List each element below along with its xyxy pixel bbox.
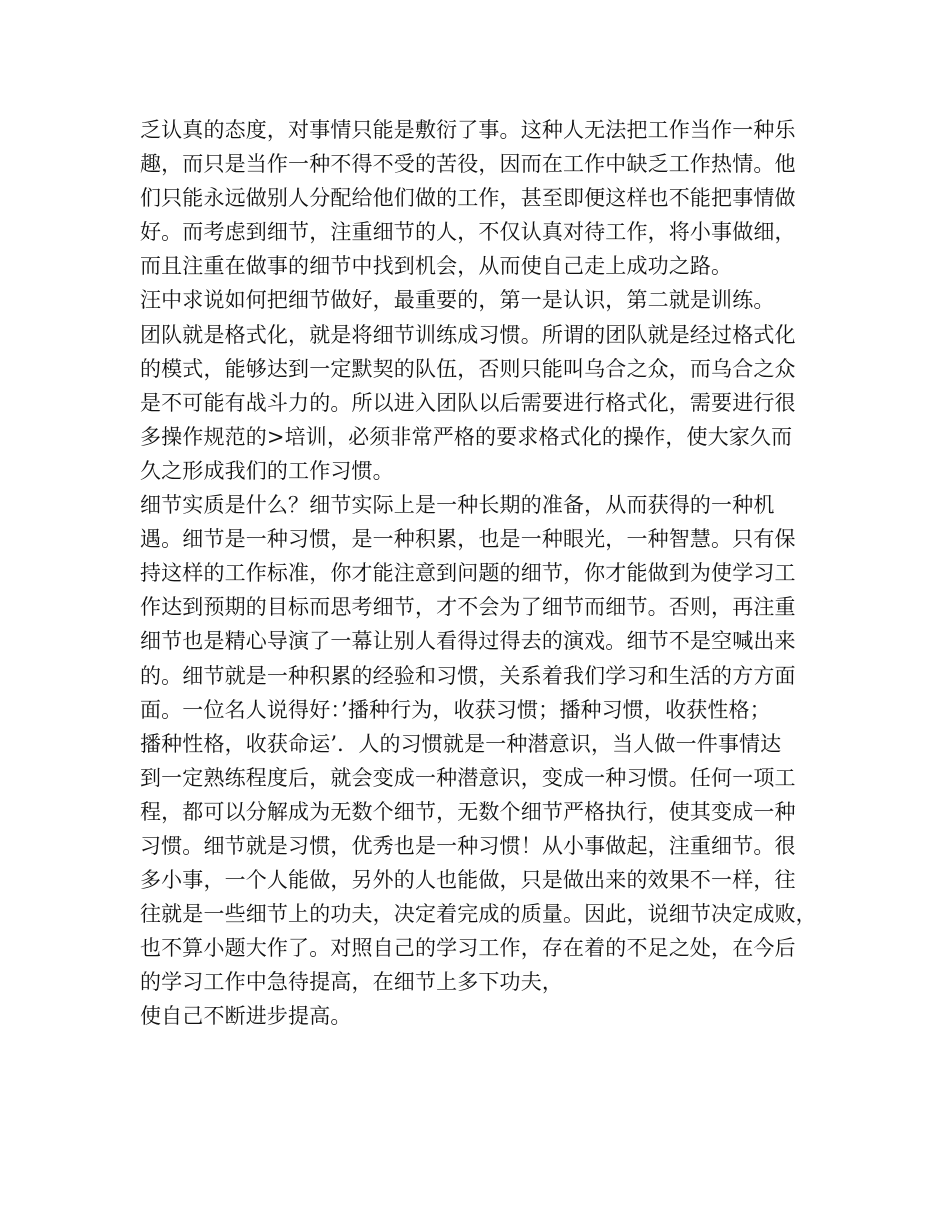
text-line: 持这样的工作标准，你才能注意到问题的细节，你才能做到为使学习工 bbox=[140, 561, 796, 586]
text-line: 团队就是格式化，就是将细节训练成习惯。所谓的团队就是经过格式化 bbox=[140, 322, 796, 347]
text-line: 到一定熟练程度后，就会变成一种潜意识，变成一种习惯。任何一项工 bbox=[140, 765, 796, 790]
text-line: 习惯。细节就是习惯，优秀也是一种习惯！从小事做起，注重细节。很 bbox=[140, 833, 796, 858]
document-body bbox=[140, 113, 840, 1034]
text-line: 多操作规范的>培训，必须非常严格的要求格式化的操作，使大家久而 bbox=[140, 424, 793, 449]
text-line: 播种性格，收获命运’．人的习惯就是一种潜意识，当人做一件事情达 bbox=[140, 731, 782, 756]
text-line: 也不算小题大作了。对照自己的学习工作，存在着的不足之处，在今后 bbox=[140, 936, 796, 961]
text-line: 程，都可以分解成为无数个细节，无数个细节严格执行，使其变成一种 bbox=[140, 799, 796, 824]
text-line: 的学习工作中急待提高，在细节上多下功夫， bbox=[140, 970, 563, 995]
text-line: 的模式，能够达到一定默契的队伍，否则只能叫乌合之众，而乌合之众 bbox=[140, 356, 796, 381]
text-line: 往就是一些细节上的功夫，决定着完成的质量。因此，说细节决定成败， bbox=[140, 902, 817, 927]
text-line: 趣，而只是当作一种不得不受的苦役，因而在工作中缺乏工作热情。他 bbox=[140, 152, 796, 177]
text-line: 是不可能有战斗力的。所以进入团队以后需要进行格式化，需要进行很 bbox=[140, 390, 796, 415]
text-line: 好。而考虑到细节，注重细节的人，不仅认真对待工作，将小事做细， bbox=[140, 220, 796, 245]
text-line: 而且注重在做事的细节中找到机会，从而使自己走上成功之路。 bbox=[140, 254, 733, 279]
text-line: 面。一位名人说得好：’播种行为，收获习惯；播种习惯，收获性格； bbox=[140, 697, 771, 722]
text-line: 细节也是精心导演了一幕让别人看得过得去的演戏。细节不是空喊出来 bbox=[140, 629, 796, 654]
text-line: 遇。细节是一种习惯，是一种积累，也是一种眼光，一种智慧。只有保 bbox=[140, 527, 796, 552]
text-line: 作达到预期的目标而思考细节，才不会为了细节而细节。否则，再注重 bbox=[140, 595, 796, 620]
text-line: 们只能永远做别人分配给他们做的工作，甚至即便这样也不能把事情做 bbox=[140, 186, 796, 211]
text-line: 使自己不断进步提高。 bbox=[140, 1004, 352, 1029]
text-line: 细节实质是什么？细节实际上是一种长期的准备，从而获得的一种机 bbox=[140, 493, 775, 518]
text-line: 多小事，一个人能做，另外的人也能做，只是做出来的效果不一样，往 bbox=[140, 868, 796, 893]
text-line: 的。细节就是一种积累的经验和习惯，关系着我们学习和生活的方方面 bbox=[140, 663, 796, 688]
text-line: 乏认真的态度，对事情只能是敷衍了事。这种人无法把工作当作一种乐 bbox=[140, 118, 796, 142]
text-line: 汪中求说如何把细节做好，最重要的，第一是认识，第二就是训练。 bbox=[140, 288, 775, 313]
text-line: 久之形成我们的工作习惯。 bbox=[140, 458, 394, 483]
